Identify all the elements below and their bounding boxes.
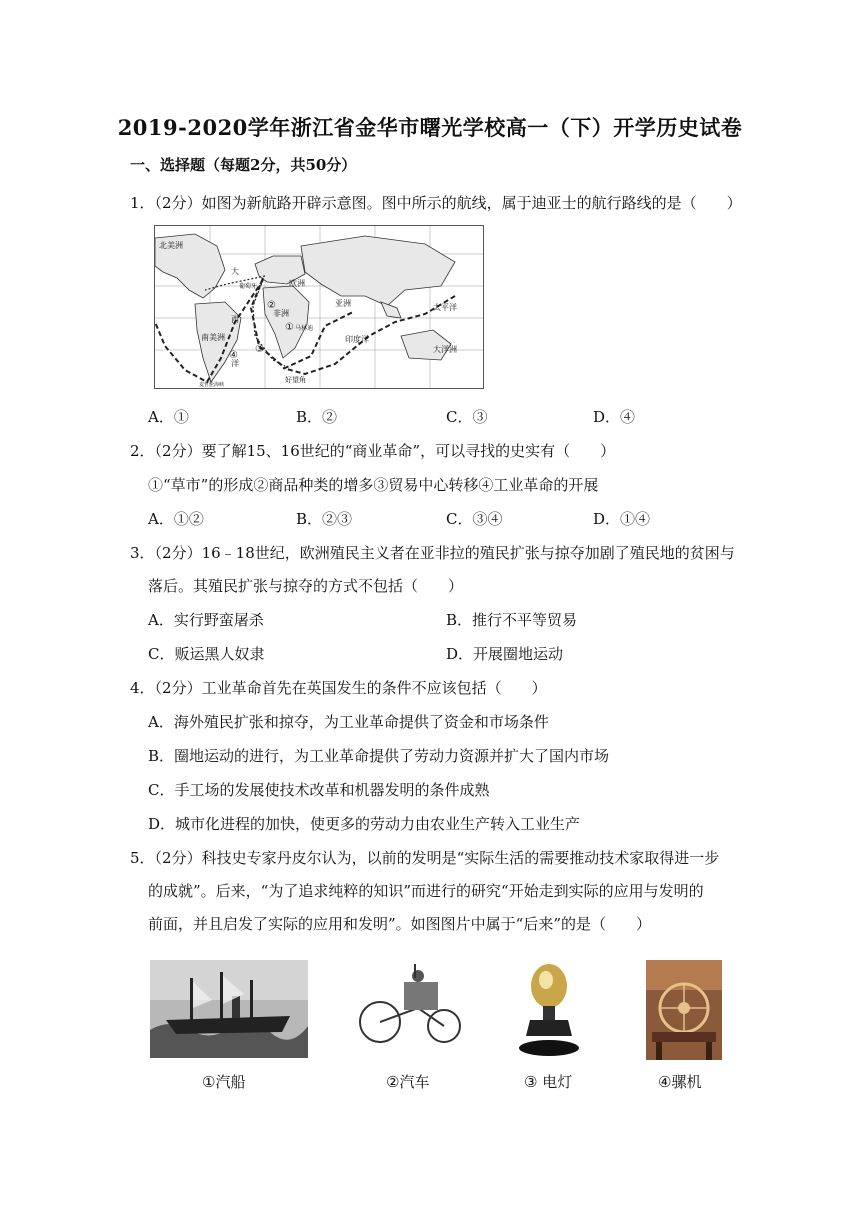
q3-stem-line2: 落后。其殖民扩张与掠夺的方式不包括（ ） <box>148 577 464 595</box>
spinning-mule-image <box>646 960 722 1060</box>
q3-option-a[interactable]: A．实行野蛮屠杀 <box>148 611 264 629</box>
route-marker: ② <box>267 300 276 311</box>
map-label: 大洋洲 <box>433 345 457 354</box>
section-heading: 一、选择题（每题2分，共50分） <box>130 156 357 174</box>
q4-option-b[interactable]: B．圈地运动的进行，为工业革命提供了劳动力资源并扩大了国内市场 <box>148 747 610 765</box>
q2-stem: 2．（2分）要了解15、16世纪的“商业革命”，可以寻找的史实有（ ） <box>130 442 616 460</box>
q4-option-a[interactable]: A．海外殖民扩张和掠夺，为工业革命提供了资金和市场条件 <box>148 713 549 731</box>
route-marker: ④ <box>229 350 238 361</box>
q2-option-b[interactable]: B．②③ <box>296 510 353 528</box>
q1-option-a[interactable]: A．① <box>148 408 189 426</box>
map-label: 大 <box>231 267 239 276</box>
q3-option-c[interactable]: C．贩运黑人奴隶 <box>148 645 265 663</box>
map-label: 欧洲 <box>289 279 305 288</box>
route-marker: ① <box>285 322 294 333</box>
map-label: 马林迪 <box>295 325 314 332</box>
q3-stem-line1: 3．（2分）16﹣18世纪，欧洲殖民主义者在亚非拉的殖民扩张与掠夺加剧了殖民地的贫困与 <box>130 544 735 562</box>
q4-option-d[interactable]: D．城市化进程的加快，使更多的劳动力由农业生产转入工业生产 <box>148 815 581 833</box>
q1-option-b[interactable]: B．② <box>296 408 338 426</box>
map-label: 西 <box>231 315 239 324</box>
q1-stem: 1．（2分）如图为新航路开辟示意图。图中所示的航线，属于迪亚士的航行路线的是（ ） <box>130 194 742 212</box>
world-map-graphic <box>155 226 483 388</box>
q5-stem-line2: 的成就”。后来，“为了追求纯粹的知识”而进行的研究“开始走到实际的应用与发明的 <box>148 882 704 900</box>
route-marker: ③ <box>255 344 264 355</box>
q5-stem-line3: 前面，并且启发了实际的应用和发明”。如图图片中属于“后来”的是（ ） <box>148 915 652 933</box>
steamship-image <box>150 960 308 1058</box>
q4-option-c[interactable]: C．手工场的发展使技术改革和机器发明的条件成熟 <box>148 781 490 799</box>
map-label: 洋 <box>231 359 239 368</box>
light-bulb-image <box>516 960 582 1060</box>
caption-steamship: ①汽船 <box>202 1073 246 1091</box>
caption-light-bulb: ③ 电灯 <box>524 1073 573 1091</box>
q3-option-b[interactable]: B．推行不平等贸易 <box>446 611 578 629</box>
q3-option-d[interactable]: D．开展圈地运动 <box>446 645 564 663</box>
q5-stem-line1: 5．（2分）科技史专家丹皮尔认为，以前的发明是“实际生活的需要推动技术家取得进一步 <box>130 849 720 867</box>
caption-spinning-mule: ④骡机 <box>658 1073 702 1091</box>
map-label: 亚洲 <box>335 299 351 308</box>
map-label: 好望角 <box>285 376 306 384</box>
map-label: 南美洲 <box>201 333 225 342</box>
q1-option-d[interactable]: D．④ <box>593 408 636 426</box>
caption-motor-car: ②汽车 <box>386 1073 430 1091</box>
q4-stem: 4．（2分）工业革命首先在英国发生的条件不应该包括（ ） <box>130 679 547 697</box>
motor-car-image <box>358 960 466 1052</box>
page-title: 2019-2020学年浙江省金华市曙光学校高一（下）开学历史试卷 <box>117 115 743 140</box>
q2-option-a[interactable]: A．①② <box>148 510 204 528</box>
map-label: 麦哲伦海峡 <box>199 382 225 388</box>
q2-items: ①“草市”的形成②商品种类的增多③贸易中心转移④工业革命的开展 <box>148 476 599 494</box>
q2-option-d[interactable]: D．①④ <box>593 510 651 528</box>
map-label: 太平洋 <box>433 303 457 312</box>
map-label: 北美洲 <box>159 241 183 250</box>
map-label: 葡萄牙 <box>239 283 258 290</box>
q2-option-c[interactable]: C．③④ <box>446 510 503 528</box>
new-route-map <box>154 225 484 389</box>
q1-option-c[interactable]: C．③ <box>446 408 488 426</box>
map-label: 非洲 <box>273 309 289 318</box>
map-label: 印度洋 <box>345 335 369 344</box>
